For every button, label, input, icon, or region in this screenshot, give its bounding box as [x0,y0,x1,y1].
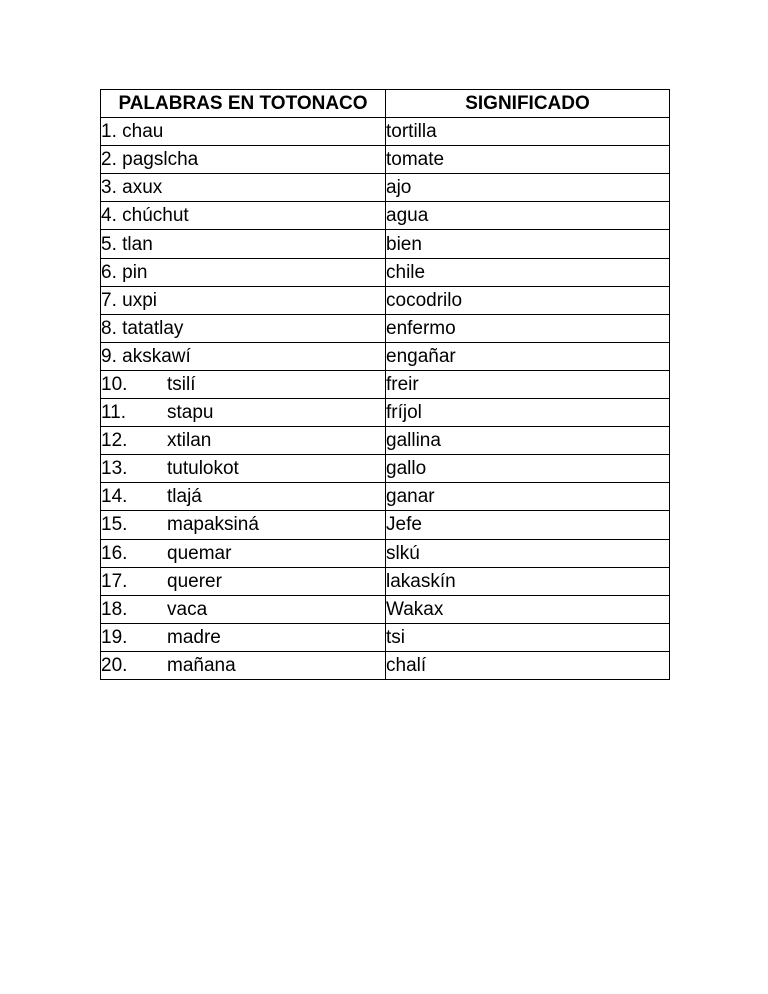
totonaco-word: chúchut [122,205,189,227]
table-row [101,146,670,174]
meaning-cell: enfermo [386,314,670,342]
row-number: 14. [101,486,128,508]
totonaco-word: tlajá [167,486,202,508]
row-number: 10. [101,373,128,395]
totonaco-word: tlan [122,233,153,255]
totonaco-word-cell [101,483,386,511]
totonaco-word-cell [101,118,386,146]
totonaco-word-cell [101,286,386,314]
row-number: 6. [101,261,117,283]
table-row [101,342,670,370]
table-row [101,370,670,398]
row-number: 15. [101,514,128,536]
totonaco-word: axux [122,177,163,199]
table-row [101,314,670,342]
meaning-cell: engañar [386,342,670,370]
row-number: 11. [101,402,127,424]
totonaco-word: mañana [167,654,236,676]
header-totonaco-words: PALABRAS EN TOTONACO [101,90,386,118]
totonaco-word: madre [167,626,221,648]
table-row [101,258,670,286]
row-number: 9. [101,345,117,367]
totonaco-word: tutulokot [167,458,239,480]
table-header-row [101,90,670,118]
row-number: 7. [101,289,117,311]
totonaco-word: xtilan [167,430,212,452]
totonaco-word: mapaksiná [167,514,259,536]
totonaco-word-cell [101,258,386,286]
meaning-cell: tomate [386,146,670,174]
table-row [101,539,670,567]
row-number: 18. [101,598,128,620]
totonaco-word-cell [101,342,386,370]
meaning-cell: lakaskín [386,567,670,595]
totonaco-word-cell [101,539,386,567]
meaning-cell: freir [386,370,670,398]
meaning-cell: ganar [386,483,670,511]
row-number: 20. [101,654,128,676]
meaning-cell: chalí [386,651,670,679]
meaning-cell: Jefe [386,511,670,539]
totonaco-word: pin [122,261,148,283]
meaning-cell: tsi [386,623,670,651]
meaning-cell: slkú [386,539,670,567]
row-number: 16. [101,542,128,564]
totonaco-word-cell [101,314,386,342]
totonaco-word-cell [101,202,386,230]
row-number: 1. [101,121,117,143]
totonaco-word-cell [101,174,386,202]
table-row [101,567,670,595]
totonaco-word-cell [101,511,386,539]
row-number: 8. [101,317,117,339]
totonaco-word: tsilí [167,373,196,395]
meaning-cell: Wakax [386,595,670,623]
row-number: 5. [101,233,117,255]
totonaco-word: chau [122,121,164,143]
totonaco-word: stapu [167,402,214,424]
totonaco-word-cell [101,399,386,427]
meaning-cell: gallina [386,427,670,455]
table-row [101,455,670,483]
table-row [101,174,670,202]
row-number: 19. [101,626,128,648]
row-number: 12. [101,430,128,452]
meaning-cell: agua [386,202,670,230]
row-number: 17. [101,570,128,592]
table-row [101,230,670,258]
table-row [101,286,670,314]
table-row [101,399,670,427]
row-number: 2. [101,149,117,171]
totonaco-word: tatatlay [122,317,184,339]
table-row [101,427,670,455]
totonaco-word-cell [101,595,386,623]
totonaco-word-cell [101,370,386,398]
table-row [101,651,670,679]
totonaco-word: vaca [167,598,208,620]
row-number: 3. [101,177,117,199]
totonaco-word: pagslcha [122,149,199,171]
meaning-cell: fríjol [386,399,670,427]
meaning-cell: cocodrilo [386,286,670,314]
totonaco-word-cell [101,651,386,679]
table-row [101,595,670,623]
totonaco-word: uxpi [122,289,157,311]
table-row [101,118,670,146]
header-meaning: SIGNIFICADO [386,90,670,118]
totonaco-word-cell [101,455,386,483]
totonaco-word: akskawí [122,345,191,367]
meaning-cell: chile [386,258,670,286]
meaning-cell: tortilla [386,118,670,146]
meaning-cell: bien [386,230,670,258]
totonaco-word: querer [167,570,222,592]
totonaco-word-cell [101,146,386,174]
meaning-cell: gallo [386,455,670,483]
table-row [101,511,670,539]
table-row [101,623,670,651]
totonaco-word-cell [101,567,386,595]
row-number: 13. [101,458,128,480]
totonaco-word-cell [101,427,386,455]
row-number: 4. [101,205,117,227]
meaning-cell: ajo [386,174,670,202]
totonaco-word-cell [101,230,386,258]
table-row [101,483,670,511]
totonaco-word: quemar [167,542,232,564]
totonaco-word-cell [101,623,386,651]
vocabulary-table [100,89,670,680]
table-row [101,202,670,230]
